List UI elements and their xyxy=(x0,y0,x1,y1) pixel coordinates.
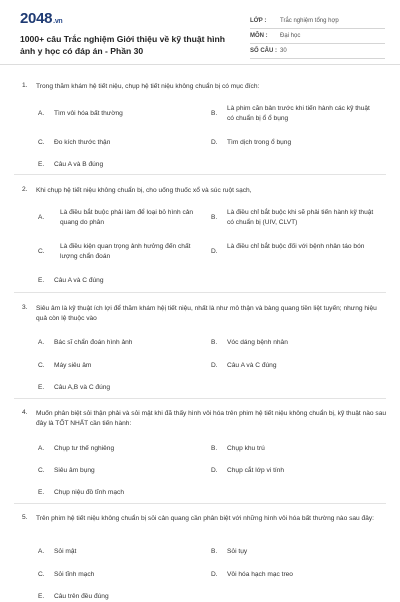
option-text: Vóc dáng bệnh nhân xyxy=(227,339,288,346)
option-letter: A. xyxy=(38,339,45,346)
option-text: Siêu âm bụng xyxy=(54,467,95,474)
question-text: Muốn phân biệt sỏi thận phải và sỏi mật khi đã thấy hình vôi hóa trên phim hệ tiết niệu không chuẩn bị, kỹ thuật nào sau đây là TỐT NHẤT cần tiến hành: xyxy=(36,410,387,427)
question-text: Khi chụp hệ tiết niệu không chuẩn bị, cho uống thuốc xổ và súc ruột sạch, xyxy=(36,187,252,194)
option-letter: B. xyxy=(211,214,218,221)
question-text: Siêu âm là kỹ thuật ích lợi để thăm khám hệị tiết niệu, nhất là như mô thận và bàng quang tiền liệt tuyến; nhưng hiệu quả còn lệ thuộc vào xyxy=(36,305,377,322)
option-letter: C. xyxy=(38,571,45,578)
page-header xyxy=(0,0,400,65)
option-text: Câu trên đều đúng xyxy=(54,593,109,600)
question-text: Trên phim hệ tiết niệu không chuẩn bị sỏi cản quang cần phân biệt với những hình vôi hóa bất thường nào sau đây: xyxy=(36,515,374,522)
question-divider xyxy=(14,503,386,504)
option-text: Sỏi tĩnh mạch xyxy=(54,571,95,578)
option-text: Đo kích thước thận xyxy=(54,139,111,146)
option-text: Là điều bắt buộc phải làm để loại bỏ hình cản quang do phân xyxy=(60,209,194,226)
question-number: 2. xyxy=(22,186,28,193)
option-letter: D. xyxy=(211,571,218,578)
meta-value: Trắc nghiệm tổng hợp xyxy=(280,18,339,24)
option-text: Tìm dịch trong ổ bụng xyxy=(227,139,292,146)
option-letter: A. xyxy=(38,214,45,221)
option-letter: E. xyxy=(38,489,45,496)
meta-subject xyxy=(250,29,385,44)
option-letter: C. xyxy=(38,467,45,474)
option-letter: B. xyxy=(211,548,218,555)
option-text: Vôi hóa hạch mạc treo xyxy=(227,571,293,578)
option-letter: C. xyxy=(38,362,45,369)
quiz-meta xyxy=(250,14,385,59)
question-number: 4. xyxy=(22,409,28,416)
option-letter: E. xyxy=(38,384,45,391)
question-number: 1. xyxy=(22,82,28,89)
option-letter: B. xyxy=(211,445,218,452)
option-text: Là điều chỉ bắt buộc đối với bệnh nhân táo bón xyxy=(227,243,365,250)
question-divider xyxy=(14,292,386,293)
option-letter: D. xyxy=(211,139,218,146)
site-logo[interactable] xyxy=(20,10,62,27)
option-text: Chụp khu trú xyxy=(227,445,265,452)
logo-main: 2048 xyxy=(20,10,53,27)
option-letter: D. xyxy=(211,362,218,369)
meta-value: Đại học xyxy=(280,33,301,39)
option-letter: B. xyxy=(211,110,218,117)
option-text: Sỏi tụy xyxy=(227,548,248,555)
question-divider xyxy=(14,174,386,175)
option-letter: A. xyxy=(38,548,45,555)
option-text: Chụp tư thế nghiêng xyxy=(54,445,115,452)
option-letter: A. xyxy=(38,445,45,452)
meta-count xyxy=(250,44,385,59)
option-text: Máy siêu âm xyxy=(54,362,92,369)
option-letter: C. xyxy=(38,139,45,146)
option-text: Sỏi mật xyxy=(54,548,77,555)
option-text: Chụp cắt lớp vi tính xyxy=(227,467,285,474)
option-text: Là điều kiện quan trọng ảnh hưởng đến chất lượng chẩn đoán xyxy=(60,243,191,260)
option-text: Bác sĩ chẩn đoán hình ảnh xyxy=(54,339,133,346)
option-letter: D. xyxy=(211,248,218,255)
meta-label: MÔN : xyxy=(250,33,268,39)
option-letter: C. xyxy=(38,248,45,255)
meta-class xyxy=(250,14,385,29)
option-text: Câu A và B đúng xyxy=(54,161,104,168)
option-text: Câu A,B và C đúng xyxy=(54,384,111,391)
option-letter: E. xyxy=(38,161,45,168)
option-text: Chụp niệu đồ tĩnh mạch xyxy=(54,489,125,496)
logo-suffix: .vn xyxy=(53,18,63,25)
option-letter: D. xyxy=(211,467,218,474)
question-number: 5. xyxy=(22,514,28,521)
option-letter: E. xyxy=(38,277,45,284)
question-number: 3. xyxy=(22,304,28,311)
option-text: Là phim căn bản trước khi tiến hành các kỹ thuật có chuẩn bị ổ ổ bụng xyxy=(227,105,370,122)
question-text: Trong thăm khám hệ tiết niệu, chụp hệ tiết niệu không chuẩn bị có mục đích: xyxy=(36,83,260,90)
question-divider xyxy=(14,398,386,399)
meta-label: LỚP : xyxy=(250,18,267,24)
option-letter: B. xyxy=(211,339,218,346)
option-text: Câu A và C đúng xyxy=(54,277,104,284)
page-title: 1000+ câu Trắc nghiệm Giới thiệu về kỹ thuật hình ảnh y học có đáp án - Phần 30 xyxy=(20,34,226,56)
option-letter: A. xyxy=(38,110,45,117)
meta-value: 30 xyxy=(280,48,287,54)
option-text: Là điều chỉ bắt buộc khi sẽ phải tiến hành kỹ thuật có chuẩn bị (UIV, CLVT) xyxy=(227,209,374,226)
meta-label: SỐ CÂU : xyxy=(250,48,277,54)
option-text: Câu A và C đúng xyxy=(227,362,277,369)
option-letter: E. xyxy=(38,593,45,600)
option-text: Tìm vôi hóa bất thường xyxy=(54,110,123,117)
